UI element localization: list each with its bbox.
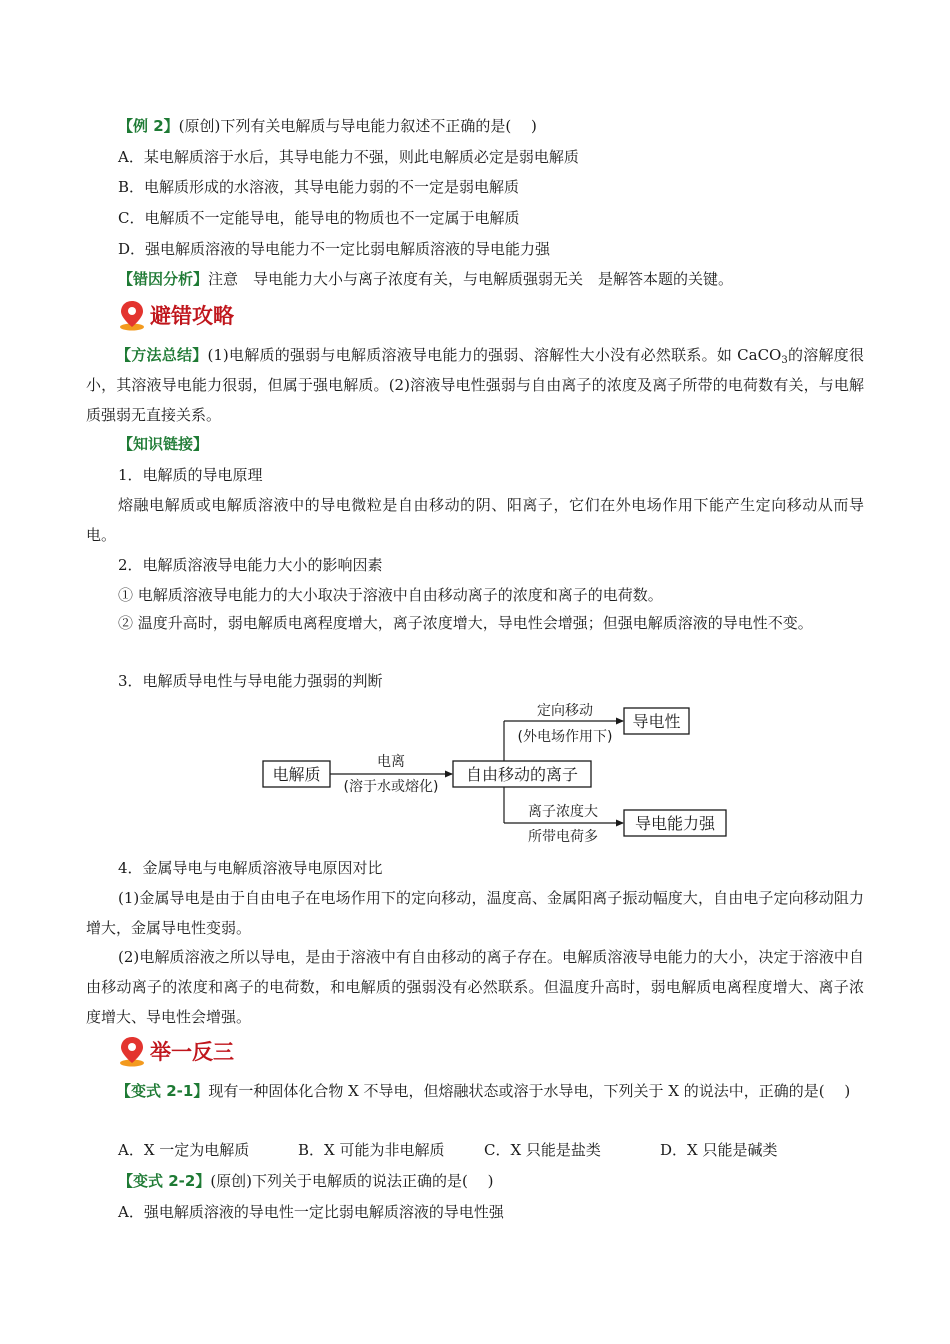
variant-2-1-tag: 【变式 2-1】 <box>116 1082 209 1100</box>
knowledge-item-4-title: 4．金属导电与电解质溶液导电原因对比 <box>118 859 383 877</box>
example-stem: (原创)下列有关电解质与导电能力叙述不正确的是( ) <box>178 117 537 135</box>
knowledge-item-3-title: 3．电解质导电性与导电能力强弱的判断 <box>118 672 383 690</box>
example-option-c: C．电解质不一定能导电，能导电的物质也不一定属于电解质 <box>118 209 520 227</box>
knowledge-item-4-para-1: (1)金属导电是由于自由电子在电场作用下的定向移动，温度高、金属阳离子振动幅度大，自由电子定向移动阻力增大，金属导电性变弱。 <box>86 889 864 937</box>
variant-2-1-option-c: C．X 只能是盐类 <box>484 1141 601 1159</box>
diagram-label-free-ions: 自由移动的离子 <box>465 765 579 784</box>
error-analysis-tag: 【错因分析】 <box>118 270 209 288</box>
knowledge-item-2-title: 2．电解质溶液导电能力大小的影响因素 <box>118 556 383 574</box>
diagram-label-external-field: (外电场作用下) <box>517 729 613 745</box>
method-text-2: 的溶解度很小，其溶液导电能力很弱，但属于强电解质。(2)溶液导电性强弱与自由离子的浓度及离子所带的电荷数有关，与电解质强弱无直接关系。 <box>86 346 864 424</box>
variant-2-2-option-a: A．强电解质溶液的导电性一定比弱电解质溶液的导电性强 <box>118 1203 504 1221</box>
formula-subscript: 3 <box>781 355 788 366</box>
variant-2-1-stem: 现有一种固体化合物 X 不导电，但熔融状态或溶于水导电，下列关于 X 的说法中，正确的是( ) <box>208 1082 851 1100</box>
example-question <box>118 115 537 137</box>
method-summary-tag: 【方法总结】 <box>116 346 208 364</box>
diagram-label-electrolyte: 电解质 <box>272 765 321 784</box>
variant-2-2-tag: 【变式 2-2】 <box>118 1172 211 1190</box>
knowledge-link-tag: 【知识链接】 <box>118 435 209 453</box>
conductivity-flow-diagram <box>255 696 735 848</box>
diagram-label-ionization: 电离 <box>377 754 405 770</box>
example-tag: 【例 2】 <box>118 117 179 135</box>
variant-2-1-option-d: D．X 只能是碱类 <box>660 1141 778 1159</box>
variant-2-1-question <box>86 1076 864 1106</box>
diagram-label-conductivity: 导电性 <box>632 712 681 731</box>
diagram-label-dissolve-or-melt: (溶于水或熔化) <box>343 779 439 795</box>
variant-2-1-option-a: A．X 一定为电解质 <box>118 1141 250 1159</box>
section-title-practice: 举一反三 <box>150 1040 234 1064</box>
variant-2-1-option-b: B．X 可能为非电解质 <box>298 1141 445 1159</box>
diagram-label-directional-move: 定向移动 <box>537 703 593 719</box>
error-analysis <box>118 268 733 290</box>
diagram-label-high-concentration: 离子浓度大 <box>528 804 598 820</box>
method-summary <box>86 340 864 430</box>
example-option-b: B．电解质形成的水溶液，其导电能力弱的不一定是弱电解质 <box>118 178 520 196</box>
knowledge-item-1-title: 1．电解质的导电原理 <box>118 466 263 484</box>
example-option-a: A．某电解质溶于水后，其导电能力不强，则此电解质必定是弱电解质 <box>118 148 579 166</box>
variant-2-2-question <box>118 1170 494 1192</box>
knowledge-item-2-point-1: ① 电解质溶液导电能力的大小取决于溶液中自由移动离子的浓度和离子的电荷数。 <box>118 586 663 604</box>
knowledge-item-1-text: 熔融电解质或电解质溶液中的导电微粒是自由移动的阴、阳离子，它们在外电场作用下能产生定向移动从而导电。 <box>86 496 864 544</box>
knowledge-item-4-para-2: (2)电解质溶液之所以导电，是由于溶液中有自由移动的离子存在。电解质溶液导电能力的大小，决定于溶液中自由移动离子的浓度和离子的电荷数，和电解质的强弱没有必然联系。但温度升高时，弱电解质电离程度增大、离子浓度增大、导电性会增强。 <box>86 948 864 1026</box>
knowledge-item-2-point-2: ② 温度升高时，弱电解质电离程度增大，离子浓度增大，导电性会增强；但强电解质溶液的导电性不变。 <box>118 614 813 632</box>
example-option-d: D．强电解质溶液的导电能力不一定比弱电解质溶液的导电能力强 <box>118 240 551 258</box>
location-pin-icon <box>118 299 146 331</box>
error-analysis-text: 注意 导电能力大小与离子浓度有关，与电解质强弱无关 是解答本题的关键。 <box>208 270 734 288</box>
section-title-avoid-errors: 避错攻略 <box>150 304 234 328</box>
variant-2-2-stem: (原创)下列关于电解质的说法正确的是( ) <box>210 1172 494 1190</box>
diagram-label-strong-conductivity: 导电能力强 <box>634 814 716 833</box>
diagram-label-more-charge: 所带电荷多 <box>528 829 598 845</box>
location-pin-icon <box>118 1035 146 1067</box>
method-text-1: (1)电解质的强弱与电解质溶液导电能力的强弱、溶解性大小没有必然联系。如 CaCO <box>207 346 782 364</box>
